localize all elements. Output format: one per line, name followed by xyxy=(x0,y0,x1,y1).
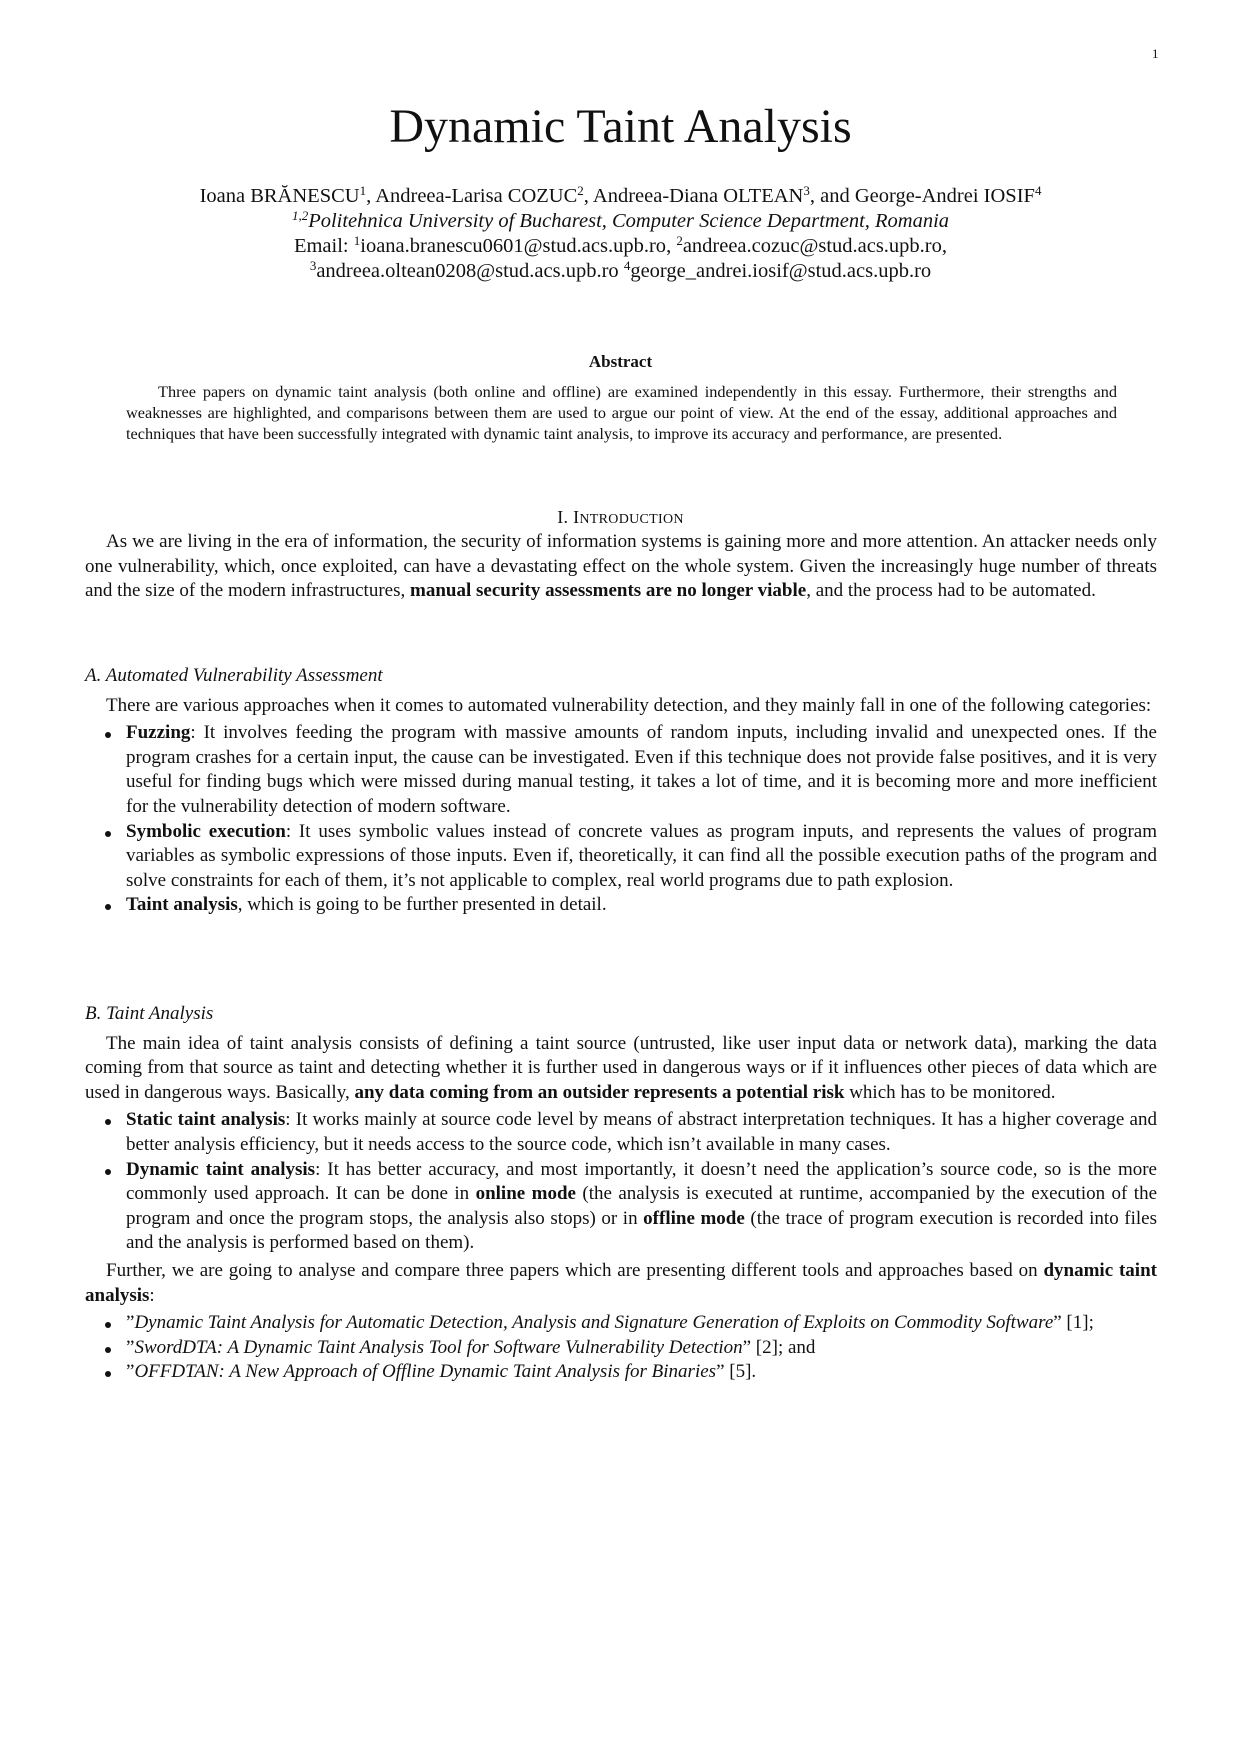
approach-list xyxy=(85,721,1157,918)
email-superscript: 1 xyxy=(353,233,361,248)
emphasis-text: online mode xyxy=(475,1183,576,1205)
email-label: Email: xyxy=(293,235,354,257)
section-heading-introduction xyxy=(0,507,1241,528)
author-superscript: 4 xyxy=(1034,183,1042,198)
text-run: The main idea of taint analysis consists of defining a taint source (untrusted, like user input data or network data), marking the data coming from that source as taint and detecting whether it is further used in dangerous ways or if it influences other pieces of data which are used in dangerous ways. Basically, xyxy=(85,1032,1157,1103)
paper-item xyxy=(126,1360,1157,1385)
author-separator: , xyxy=(583,185,593,207)
paper-title-citation: SwordDTA: A Dynamic Taint Analysis Tool for Software Vulnerability Detection xyxy=(134,1336,743,1358)
email-superscript: 2 xyxy=(676,233,683,248)
section-heading-initial: I xyxy=(573,507,580,527)
email-superscript: 4 xyxy=(623,258,631,273)
list-item xyxy=(126,893,1157,918)
affiliation-text: Politehnica University of Bucharest, Computer Science Department, Romania xyxy=(308,210,950,232)
emphasis-text: offline mode xyxy=(643,1207,745,1229)
list-item xyxy=(126,820,1157,894)
list-item-text: (the trace of program execution is recorded into files and the analysis is performed based on them). xyxy=(126,1207,1158,1254)
author-name: Andreea-Larisa COZUC xyxy=(375,185,578,207)
email-separator: , xyxy=(941,235,948,257)
paper-item xyxy=(126,1311,1157,1336)
quote-mark: ” xyxy=(126,1312,135,1334)
abstract-heading: Abstract xyxy=(588,352,653,371)
paper-item xyxy=(126,1336,1157,1361)
author-superscript: 3 xyxy=(803,183,810,198)
list-item-term: Taint analysis xyxy=(126,894,238,916)
section-b xyxy=(85,1002,1157,1388)
page-number: 1 xyxy=(1152,46,1159,61)
author-separator: , xyxy=(366,185,376,207)
list-item-term: Static taint analysis xyxy=(126,1109,286,1131)
quote-mark: ” xyxy=(126,1336,135,1358)
section-numeral: I. xyxy=(557,507,574,527)
emphasis-text: dynamic taint analysis xyxy=(85,1259,1157,1306)
list-item-text: : It involves feeding the program with massive amounts of random inputs, including invalid and unexpected ones. If the program crashes for a certain input, the cause can be investigated. Even if this technique does not provide false positives, and it is very useful for finding bugs which were missed during manual testing, it takes a lot of time, and it is becoming more and more inefficient for the vulnerability detection of modern software. xyxy=(126,722,1157,817)
author-name: Andreea-Diana OLTEAN xyxy=(592,185,804,207)
email-line-1 xyxy=(0,234,1241,259)
author-list xyxy=(0,184,1241,209)
abstract-text: Three papers on dynamic taint analysis (both online and offline) are examined independently in this essay. Furthermore, their strengths and weaknesses are highlighted, and comparisons between them are used to argue our point of view. At the end of the essay, additional approaches and techniques that have been successfully integrated with dynamic taint analysis, to improve its accuracy and performance, are presented. xyxy=(126,382,1117,443)
papers-intro-paragraph xyxy=(85,1259,1157,1308)
email-address[interactable]: ioana.branescu0601@stud.acs.upb.ro xyxy=(360,235,667,257)
list-item-text: (the analysis is executed at runtime, accompanied by the execution of the program and once the program stops, the analysis also stops) or in xyxy=(126,1183,1158,1229)
paper-title: Dynamic Taint Analysis xyxy=(389,100,852,153)
author-superscript: 2 xyxy=(577,183,584,198)
author-name: Ioana BRĂNESCU xyxy=(199,185,360,207)
list-item-term: Dynamic taint analysis xyxy=(126,1158,316,1180)
list-item-text: : It uses symbolic values instead of concrete values as program inputs, and represents the values of program variables as symbolic expressions of those inputs. Even if, theoretically, it can find all the possible execution paths of the program and solve constraints for each of them, it’s not applicable to complex, real world programs due to path explosion. xyxy=(126,820,1158,891)
author-separator: , and xyxy=(809,185,855,207)
list-item-term: Fuzzing xyxy=(126,722,191,744)
text-run: , and the process had to be automated. xyxy=(806,580,1096,602)
affiliation-superscript: 1,2 xyxy=(291,208,309,223)
section-b-paragraph xyxy=(85,1032,1157,1106)
list-item xyxy=(126,1158,1157,1256)
email-separator: , xyxy=(666,235,677,257)
text-run: : xyxy=(149,1284,155,1306)
text-run: which has to be monitored. xyxy=(844,1081,1056,1103)
introduction-paragraph xyxy=(85,530,1157,604)
list-item xyxy=(126,1108,1157,1157)
emphasis-text: any data coming from an outsider represents a potential risk xyxy=(354,1081,845,1103)
introduction-body xyxy=(85,530,1157,604)
paper-title-citation: OFFDTAN: A New Approach of Offline Dynamic Taint Analysis for Binaries xyxy=(134,1361,717,1383)
citation-ref[interactable]: ” [2]; and xyxy=(742,1336,816,1358)
email-line-2 xyxy=(0,259,1241,284)
list-item-term: Symbolic execution xyxy=(126,820,286,842)
email-address[interactable]: andreea.cozuc@stud.acs.upb.ro xyxy=(682,235,942,257)
section-heading-rest: NTRODUCTION xyxy=(579,512,684,527)
list-item-text: , which is going to be further presented in detail. xyxy=(237,894,607,916)
list-item-text: : It has better accuracy, and most importantly, it doesn’t need the application’s source code, so is the more commonly used approach. It can be done in xyxy=(126,1158,1157,1205)
citation-ref[interactable]: ” [5]. xyxy=(716,1361,757,1383)
quote-mark: ” xyxy=(126,1361,135,1383)
citation-ref[interactable]: ” [1]; xyxy=(1053,1312,1094,1334)
author-superscript: 1 xyxy=(359,183,367,198)
email-superscript: 3 xyxy=(309,258,317,273)
paper-title-citation: Dynamic Taint Analysis for Automatic Detection, Analysis and Signature Generation of Exploits on Commodity Software xyxy=(134,1312,1054,1334)
email-address[interactable]: george_andrei.iosif@stud.acs.upb.ro xyxy=(630,260,932,282)
email-address[interactable]: andreea.oltean0208@stud.acs.upb.ro xyxy=(316,260,619,282)
text-run: Further, we are going to analyse and compare three papers which are presenting different tools and approaches based on xyxy=(106,1259,1044,1281)
subsection-heading-b: B. Taint Analysis xyxy=(85,1003,214,1024)
author-block xyxy=(0,184,1241,284)
author-name: George-Andrei IOSIF xyxy=(854,185,1035,207)
section-a xyxy=(85,664,1157,921)
list-item xyxy=(126,721,1157,819)
paper-list xyxy=(85,1311,1157,1385)
subsection-heading-a: A. Automated Vulnerability Assessment xyxy=(85,665,383,686)
taint-type-list xyxy=(85,1108,1157,1256)
affiliation xyxy=(0,209,1241,234)
text-run: As we are living in the era of information, the security of information systems is gaining more and more attention. An attacker needs only one vulnerability, which, once exploited, can have a devastating effect on the whole system. Given the increasingly huge number of threats and the size of the modern infrastructures, xyxy=(85,531,1157,602)
list-item-text: : It works mainly at source code level by means of abstract interpretation techniques. It has a higher coverage and better analysis efficiency, but it needs access to the source code, which isn’t available in many cases. xyxy=(126,1109,1157,1155)
emphasis-text: manual security assessments are no longer viable xyxy=(410,580,807,602)
section-a-intro: There are various approaches when it comes to automated vulnerability detection, and they mainly fall in one of the following categories: xyxy=(106,694,1152,716)
